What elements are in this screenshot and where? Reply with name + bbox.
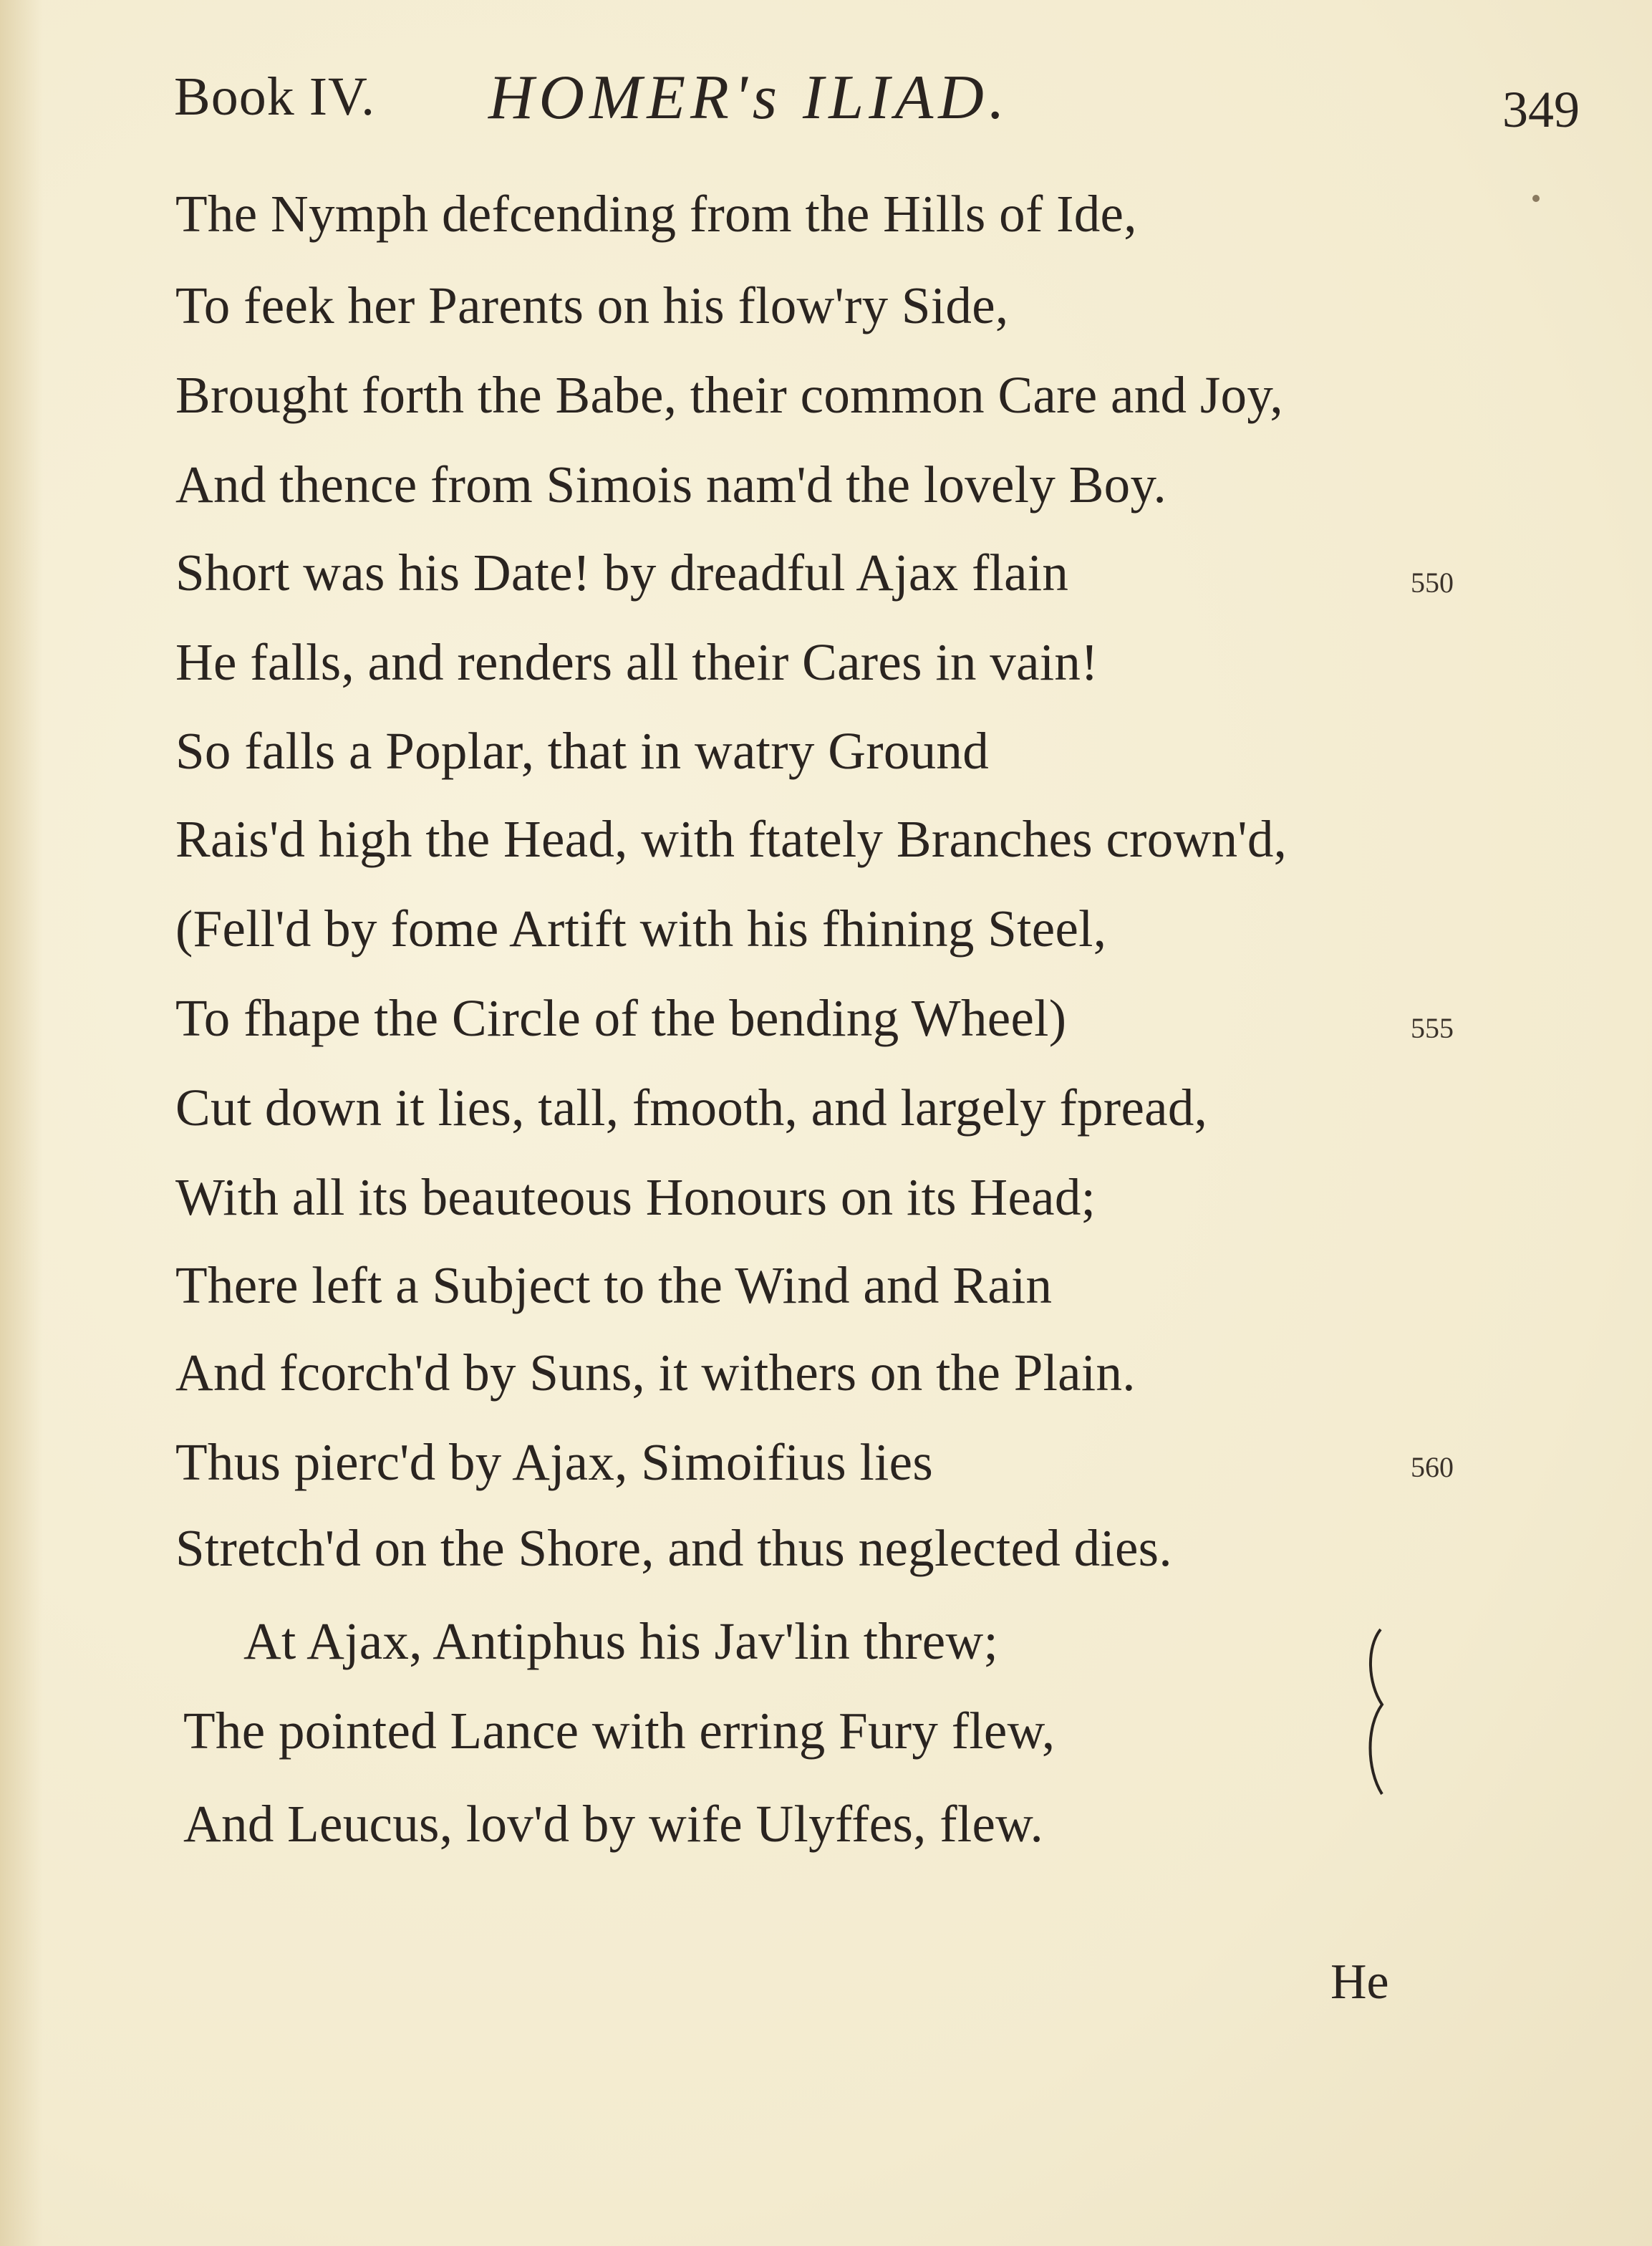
- verse-line: And Leucus, lov'd by wife Ulyffes, flew.: [183, 1795, 1043, 1853]
- verse-line: With all its beauteous Honours on its Head;: [175, 1168, 1096, 1226]
- verse-line: Cut down it lies, tall, fmooth, and largely fpread,: [175, 1079, 1208, 1137]
- running-title: HOMER's ILIAD.: [488, 63, 1010, 132]
- verse-line: And fcorch'd by Suns, it withers on the Plain.: [175, 1344, 1136, 1402]
- verse-line: To feek her Parents on his flow'ry Side,: [175, 276, 1009, 334]
- line-number: 560: [1411, 1451, 1454, 1483]
- verse-line: Stretch'd on the Shore, and thus neglected dies.: [175, 1519, 1172, 1577]
- verse-line: Brought forth the Babe, their common Care and Joy,: [175, 366, 1283, 424]
- verse-line: There left a Subject to the Wind and Rain: [175, 1256, 1053, 1314]
- verse-line: The Nymph defcending from the Hills of Ide,: [175, 185, 1137, 243]
- verse-line: And thence from Simois nam'd the lovely Boy.: [175, 456, 1167, 514]
- verse-line: (Fell'd by fome Artift with his fhining Steel,: [175, 900, 1107, 958]
- catchword: He: [1330, 1955, 1389, 2010]
- line-number: 550: [1411, 567, 1454, 599]
- page-gutter-shadow: [0, 0, 43, 2246]
- line-number: 555: [1411, 1012, 1454, 1044]
- triplet-brace-icon: [1361, 1626, 1396, 1798]
- running-head: [0, 63, 1652, 145]
- verse-line: He falls, and renders all their Cares in vain!: [175, 633, 1098, 691]
- ink-speck: [1532, 195, 1540, 202]
- verse-line: So falls a Poplar, that in watry Ground: [175, 722, 990, 780]
- verse-line: Short was his Date! by dreadful Ajax flain: [175, 544, 1069, 602]
- verse-line: Thus pierc'd by Ajax, Simoifius lies: [175, 1433, 934, 1491]
- verse-line: To fhape the Circle of the bending Wheel): [175, 989, 1067, 1047]
- book-label: Book IV.: [174, 67, 376, 127]
- verse-line: The pointed Lance with erring Fury flew,: [183, 1702, 1056, 1760]
- verse-line: At Ajax, Antiphus his Jav'lin threw;: [243, 1612, 999, 1670]
- page-number: 349: [1502, 81, 1580, 138]
- verse-line: Rais'd high the Head, with ftately Branches crown'd,: [175, 810, 1288, 868]
